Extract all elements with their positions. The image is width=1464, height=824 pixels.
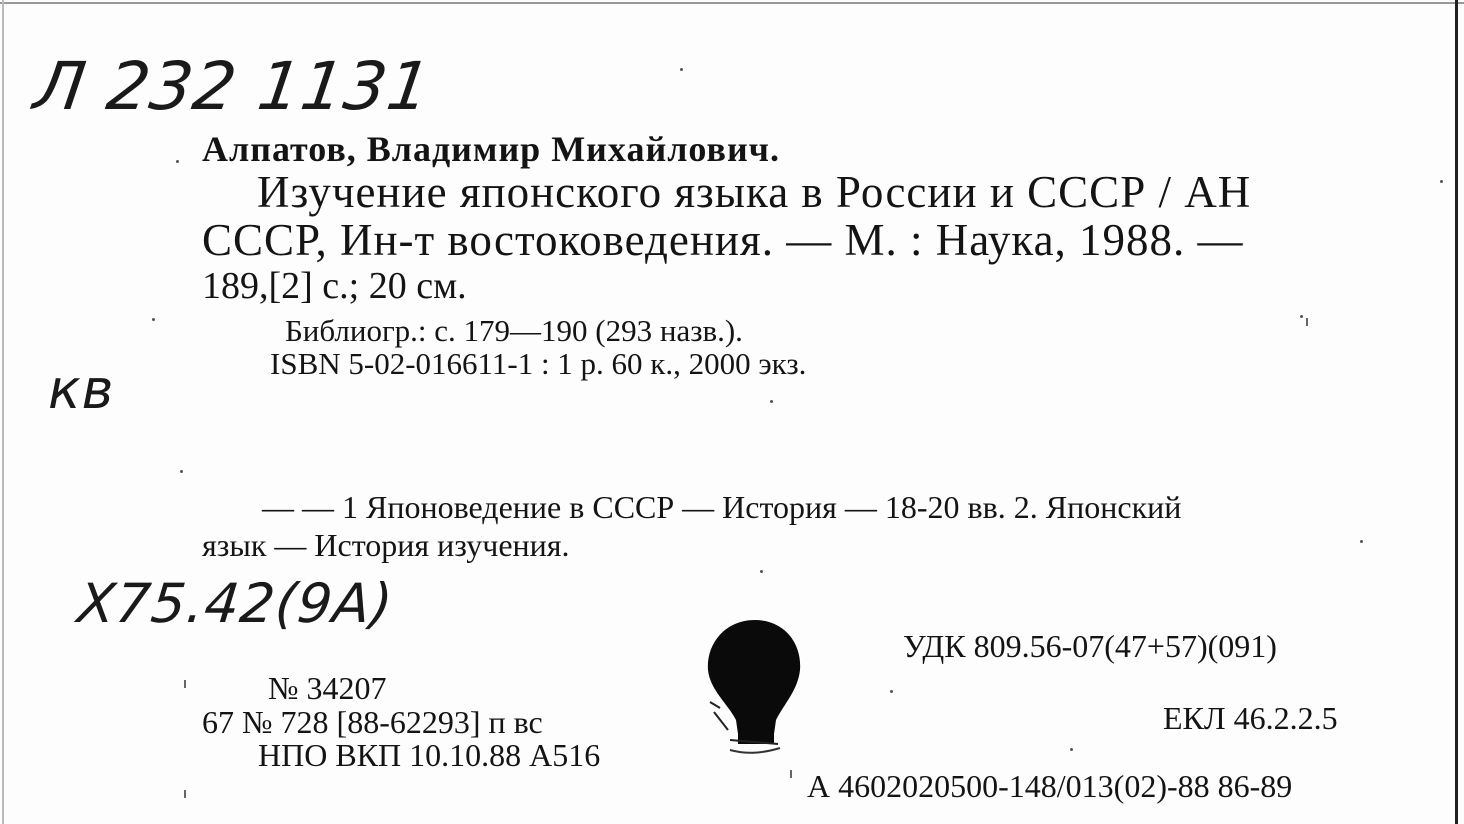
udk-code: УДК 809.56-07(47+57)(091) (903, 628, 1277, 664)
a-number: А 4602020500-148/013(02)-88 86-89 (807, 768, 1293, 804)
order-line: 67 № 728 [88-62293] п вс (202, 704, 543, 740)
speck (176, 160, 179, 163)
speck (680, 68, 683, 71)
handwritten-call-number: Л 232 1131 (29, 48, 436, 125)
subjects-line-2: язык — История изучения. (202, 527, 570, 563)
speck (1440, 180, 1443, 183)
subjects-line-1: — — 1 Японоведение в СССР — История — 18-20 вв. 2. Японский (262, 489, 1182, 525)
speck (1306, 318, 1308, 326)
speck (1360, 540, 1363, 543)
speck (1300, 315, 1303, 318)
handwritten-mark: кв (48, 358, 115, 421)
isbn-line: ISBN 5-02-016611-1 : 1 р. 60 к., 2000 экз. (270, 346, 807, 381)
speck (180, 470, 183, 473)
npo-line: НПО ВКП 10.10.88 А516 (258, 737, 601, 773)
speck (1070, 748, 1073, 751)
author-heading: Алпатов, Владимир Михайлович. (202, 129, 780, 169)
card-right-edge (1455, 0, 1458, 824)
ekl-code: ЕКЛ 46.2.2.5 (1163, 700, 1338, 736)
speck (760, 570, 763, 573)
title-line-1: Изучение японского языка в России и СССР / АН (257, 167, 1252, 217)
card-top-edge (0, 2, 1464, 4)
speck (770, 400, 773, 403)
bibliography-note: Библиогр.: с. 179—190 (293 назв.). (285, 313, 743, 348)
speck (184, 680, 186, 688)
card-left-edge (2, 0, 4, 824)
speck (790, 770, 792, 778)
speck (152, 318, 155, 321)
bulb-logo-icon (700, 612, 810, 762)
title-line-2: СССР, Ин-т востоковедения. — М. : Наука, 1988. — (202, 215, 1244, 265)
speck (890, 690, 893, 693)
title-line-3: 189,[2] с.; 20 см. (202, 265, 467, 307)
handwritten-classification: Х75.42(9А) (74, 572, 397, 635)
speck (184, 790, 186, 798)
record-number: № 34207 (268, 670, 387, 706)
